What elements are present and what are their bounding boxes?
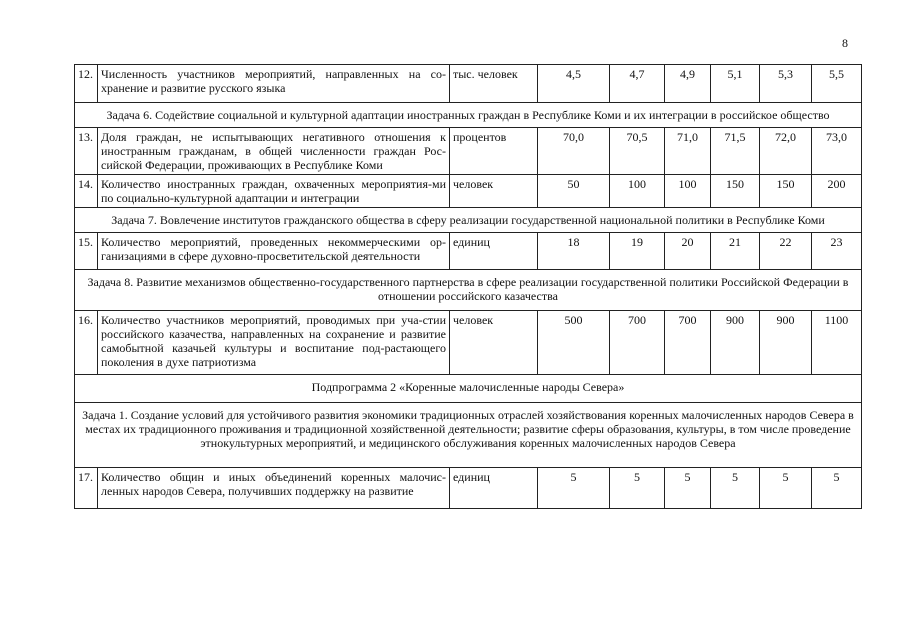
value-cell: 5 — [812, 468, 862, 509]
value-cell: 200 — [812, 175, 862, 208]
unit-cell: человек — [450, 311, 538, 375]
value-cell: 100 — [665, 175, 711, 208]
table-row — [75, 128, 862, 175]
value-cell: 70,5 — [610, 128, 665, 175]
indicator-name-cell: Количество мероприятий, проведенных некоммерческими ор-ганизациями в сфере духовно-просветительской деятельности — [98, 233, 450, 270]
value-cell: 70,0 — [538, 128, 610, 175]
indicator-name-cell: Количество общин и иных объединений коренных малочис-ленных народов Севера, получивших поддержку на развитие — [98, 468, 450, 509]
table-row — [75, 311, 862, 375]
value-cell: 4,5 — [538, 65, 610, 103]
value-cell: 73,0 — [812, 128, 862, 175]
value-cell: 50 — [538, 175, 610, 208]
value-cell: 5,3 — [760, 65, 812, 103]
row-number-cell: 14. — [75, 175, 98, 208]
task-heading: Задача 1. Создание условий для устойчивого развития экономики традиционных отраслей хозяйствования коренных малочисленных народов Севера в местах их традиционного проживания и традиционной хозяйственной деятельности; развитие сферы образования, культуры, в том числе проведение этнокультурных мероприятий, и медицинского обслуживания коренных малочисленных народов Севера — [75, 403, 862, 468]
value-cell: 23 — [812, 233, 862, 270]
value-cell: 500 — [538, 311, 610, 375]
task-heading: Подпрограмма 2 «Коренные малочисленные народы Севера» — [75, 375, 862, 403]
table-row — [75, 175, 862, 208]
table-row — [75, 233, 862, 270]
value-cell: 72,0 — [760, 128, 812, 175]
value-cell: 4,9 — [665, 65, 711, 103]
value-cell: 900 — [711, 311, 760, 375]
value-cell: 5 — [665, 468, 711, 509]
value-cell: 150 — [760, 175, 812, 208]
task-row — [75, 403, 862, 468]
value-cell: 5 — [610, 468, 665, 509]
indicator-name-cell: Количество участников мероприятий, проводимых при уча-стии российского казачества, направленных на сохранение и развитие самобытной казачьей культуры и воспитание под-растающего поколения в духе патриотизма — [98, 311, 450, 375]
value-cell: 71,5 — [711, 128, 760, 175]
unit-cell: тыс. человек — [450, 65, 538, 103]
task-row — [75, 208, 862, 233]
value-cell: 900 — [760, 311, 812, 375]
table-row — [75, 65, 862, 103]
page-number: 8 — [842, 36, 848, 50]
value-cell: 700 — [665, 311, 711, 375]
value-cell: 700 — [610, 311, 665, 375]
unit-cell: процентов — [450, 128, 538, 175]
value-cell: 5 — [760, 468, 812, 509]
indicator-name-cell: Количество иностранных граждан, охваченных мероприятия-ми по социально-культурной адаптации и интеграции — [98, 175, 450, 208]
row-number-cell: 12. — [75, 65, 98, 103]
value-cell: 5 — [711, 468, 760, 509]
unit-cell: человек — [450, 175, 538, 208]
value-cell: 1100 — [812, 311, 862, 375]
value-cell: 18 — [538, 233, 610, 270]
indicator-name-cell: Доля граждан, не испытывающих негативного отношения к иностранным гражданам, в общей численности граждан Рос-сийской Федерации, проживающих в Республике Коми — [98, 128, 450, 175]
value-cell: 21 — [711, 233, 760, 270]
unit-cell: единиц — [450, 468, 538, 509]
value-cell: 5,1 — [711, 65, 760, 103]
unit-cell: единиц — [450, 233, 538, 270]
value-cell: 20 — [665, 233, 711, 270]
row-number-cell: 15. — [75, 233, 98, 270]
indicator-name-cell: Численность участников мероприятий, направленных на со-хранение и развитие русского языка — [98, 65, 450, 103]
row-number-cell: 13. — [75, 128, 98, 175]
value-cell: 5 — [538, 468, 610, 509]
value-cell: 150 — [711, 175, 760, 208]
task-row — [75, 103, 862, 128]
value-cell: 100 — [610, 175, 665, 208]
value-cell: 22 — [760, 233, 812, 270]
task-heading: Задача 7. Вовлечение институтов гражданского общества в сферу реализации государственной национальной политики в Республике Коми — [75, 208, 862, 233]
value-cell: 5,5 — [812, 65, 862, 103]
task-heading: Задача 6. Содействие социальной и культурной адаптации иностранных граждан в Республике Коми и их интеграции в российское общество — [75, 103, 862, 128]
row-number-cell: 16. — [75, 311, 98, 375]
table-body — [75, 65, 862, 509]
indicators-table — [74, 64, 862, 509]
task-heading: Задача 8. Развитие механизмов общественно-государственного партнерства в сфере реализации государственной политики Российской Федерации в отношении российского казачества — [75, 270, 862, 311]
value-cell: 4,7 — [610, 65, 665, 103]
value-cell: 19 — [610, 233, 665, 270]
value-cell: 71,0 — [665, 128, 711, 175]
task-row — [75, 375, 862, 403]
row-number-cell: 17. — [75, 468, 98, 509]
table-row — [75, 468, 862, 509]
task-row — [75, 270, 862, 311]
